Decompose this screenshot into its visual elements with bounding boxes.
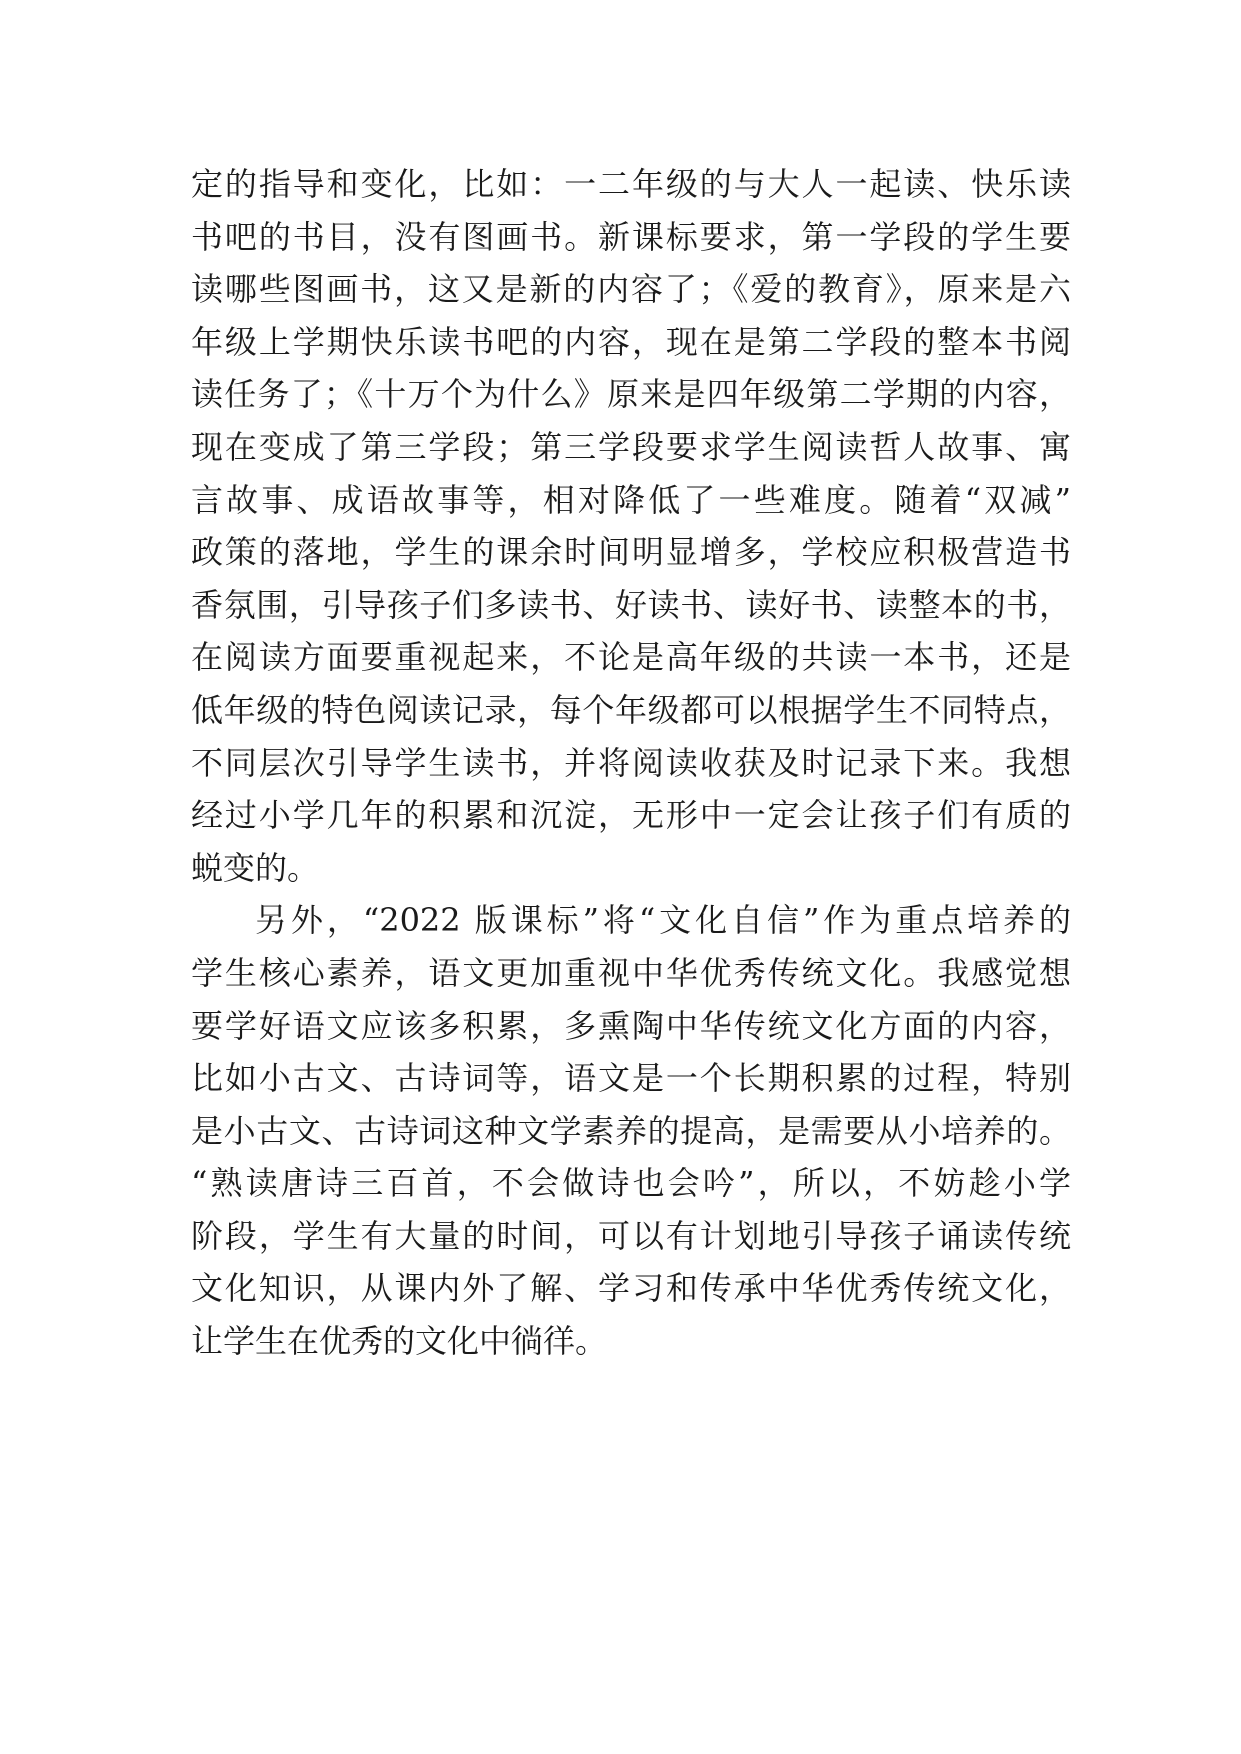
text-line: “熟读唐诗三百首，不会做诗也会吟”，所以，不妨趁小学 — [191, 1164, 1071, 1203]
text-line: 定的指导和变化，比如：一二年级的与大人一起读、快乐读 — [191, 165, 1071, 203]
text-line: 阶段，学生有大量的时间，可以有计划地引导孩子诵读传统 — [191, 1216, 1071, 1255]
text-line: 年级上学期快乐读书吧的内容，现在是第二学段的整本书阅 — [191, 322, 1071, 361]
document-body — [191, 158, 1071, 1368]
text-line: 比如小古文、古诗词等，语文是一个长期积累的过程，特别 — [191, 1059, 1071, 1098]
text-line: 学生核心素养，语文更加重视中华优秀传统文化。我感觉想 — [191, 953, 1071, 992]
text-line: 文化知识，从课内外了解、学习和传承中华优秀传统文化， — [191, 1269, 1071, 1308]
text-line: 让学生在优秀的文化中徜徉。 — [191, 1322, 608, 1361]
text-line: 经过小学几年的积累和沉淀，无形中一定会让孩子们有质的 — [191, 796, 1071, 835]
text-line: 现在变成了第三学段；第三学段要求学生阅读哲人故事、寓 — [191, 427, 1071, 466]
text-line: 蜕变的。 — [191, 848, 320, 887]
text-line: 是小古文、古诗词这种文学素养的提高，是需要从小培养的。 — [191, 1111, 1071, 1150]
paragraph-1 — [191, 158, 1071, 894]
text-line: 低年级的特色阅读记录，每个年级都可以根据学生不同特点， — [191, 690, 1071, 729]
text-line: 读任务了；《十万个为什么》原来是四年级第二学期的内容， — [191, 375, 1071, 414]
text-line: 在阅读方面要重视起来，不论是高年级的共读一本书，还是 — [191, 638, 1071, 677]
text-line: 香氛围，引导孩子们多读书、好读书、读好书、读整本的书， — [191, 585, 1071, 624]
text-line: 要学好语文应该多积累，多熏陶中华传统文化方面的内容， — [191, 1006, 1071, 1045]
text-line: 另外，“2022 版课标”将“文化自信”作为重点培养的 — [255, 901, 1071, 940]
text-line: 读哪些图画书，这又是新的内容了；《爱的教育》，原来是六 — [191, 270, 1071, 309]
text-line: 书吧的书目，没有图画书。新课标要求，第一学段的学生要 — [191, 217, 1071, 256]
text-line: 不同层次引导学生读书，并将阅读收获及时记录下来。我想 — [191, 743, 1071, 782]
paragraph-2 — [191, 894, 1071, 1367]
text-line: 政策的落地，学生的课余时间明显增多，学校应积极营造书 — [191, 533, 1071, 572]
text-line: 言故事、成语故事等，相对降低了一些难度。随着“双减” — [191, 480, 1071, 519]
